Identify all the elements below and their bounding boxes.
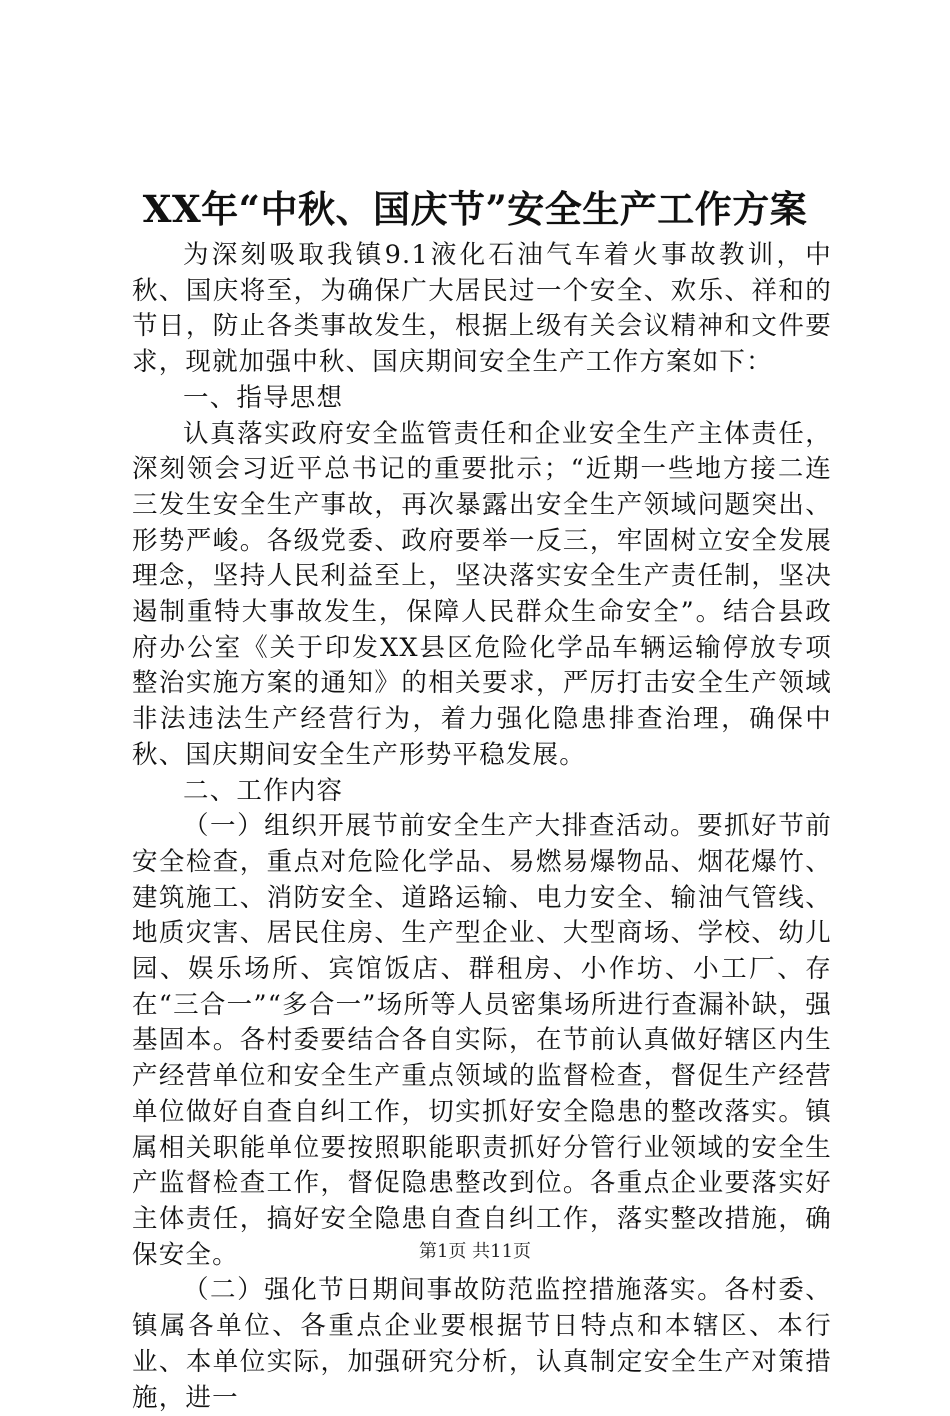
- paragraph-work-content-2: （二）强化节日期间事故防范监控措施落实。各村委、镇属各单位、各重点企业要根据节日特点和本辖区、本行业、本单位实际，加强研究分析，认真制定安全生产对策措施，进一: [132, 1275, 832, 1413]
- intro-paragraph: 为深刻吸取我镇9.1液化石油气车着火事故教训，中秋、国庆将至，为确保广大居民过一个安全、欢乐、祥和的节日，防止各类事故发生，根据上级有关会议精神和文件要求，现就加强中秋、国庆期间安全生产工作方案如下：: [132, 240, 832, 378]
- document-title: XX年“中秋、国庆节”安全生产工作方案: [142, 187, 808, 231]
- section-heading-work-content: 二、工作内容: [183, 775, 344, 806]
- page-footer: 第1页 共11页: [418, 1241, 532, 1262]
- paragraph-guiding-ideology: 认真落实政府安全监管责任和企业安全生产主体责任，深刻领会习近平总书记的重要批示；“近期一些地方接二连三发生安全生产事故，再次暴露出安全生产领域问题突出、形势严峻。各级党委、政府要举一反三，牢固树立安全发展理念，坚持人民利益至上，坚决落实安全生产责任制，坚决遏制重特大事故发生，保障人民群众生命安全”。结合县政府办公室《关于印发XX县区危险化学品车辆运输停放专项整治实施方案的通知》的相关要求，严厉打击安全生产领域非法违法生产经营行为，着力强化隐患排查治理，确保中秋、国庆期间安全生产形势平稳发展。: [132, 418, 832, 770]
- section-heading-guiding-ideology: 一、指导思想: [183, 382, 344, 413]
- paragraph-work-content-1: （一）组织开展节前安全生产大排查活动。要抓好节前安全检查，重点对危险化学品、易燃易爆物品、烟花爆竹、建筑施工、消防安全、道路运输、电力安全、输油气管线、地质灾害、居民住房、生产型企业、大型商场、学校、幼儿园、娱乐场所、宾馆饭店、群租房、小作坊、小工厂、存在“三合一”“多合一”场所等人员密集场所进行查漏补缺，强基固本。各村委要结合各自实际，在节前认真做好辖区内生产经营单位和安全生产重点领域的监督检查，督促生产经营单位做好自查自纠工作，切实抓好安全隐患的整改落实。镇属相关职能单位要按照职能职责抓好分管行业领域的安全生产监督检查工作，督促隐患整改到位。各重点企业要落实好主体责任，搞好安全隐患自查自纠工作，落实整改措施，确保安全。: [132, 811, 832, 1270]
